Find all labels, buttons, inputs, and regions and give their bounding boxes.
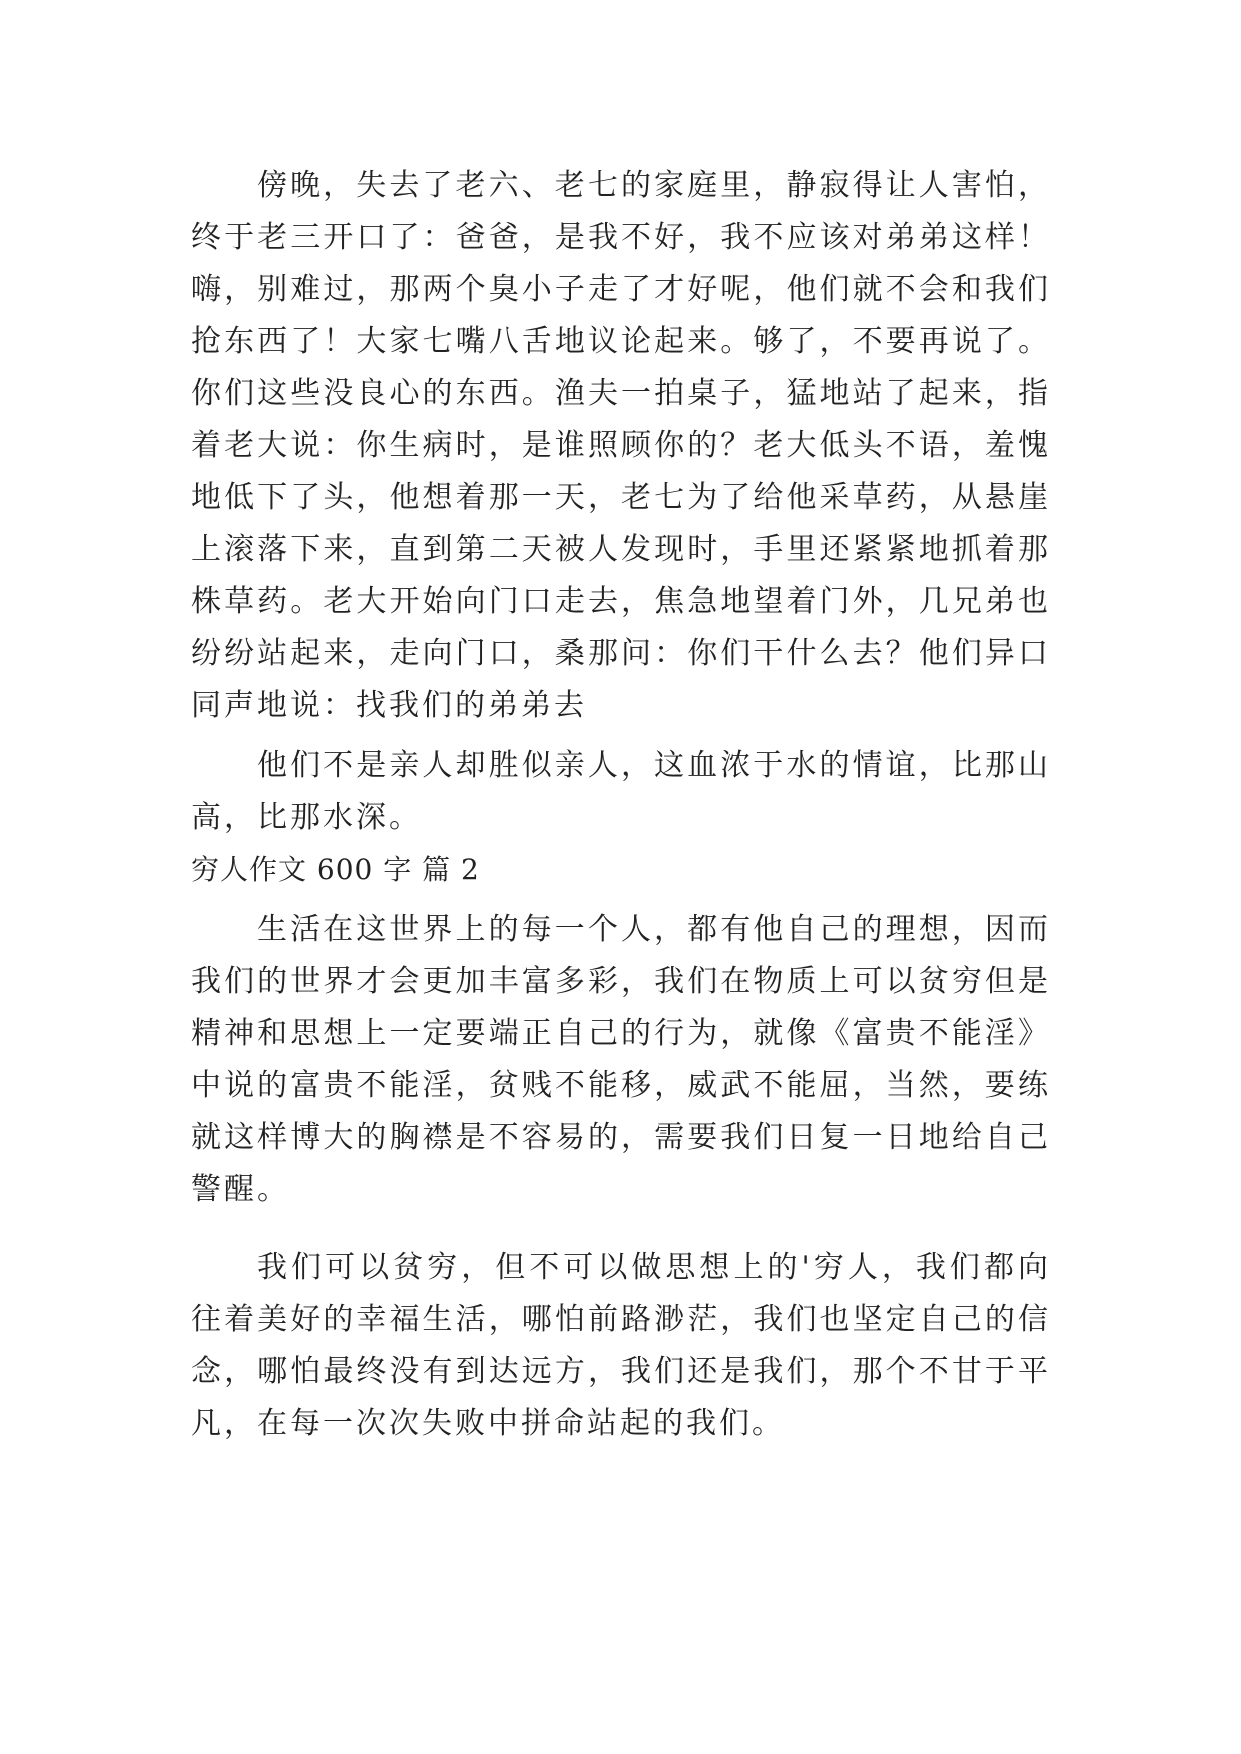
paragraph-ideals: 生活在这世界上的每一个人，都有他自己的理想，因而我们的世界才会更加丰富多彩，我们在物质上可以贫穷但是精神和思想上一定要端正自己的行为，就像《富贵不能淫》中说的富贵不能淫，贫贱不能移，威武不能屈，当然，要练就这样博大的胸襟是不容易的，需要我们日复一日地给自己警醒。 [191, 912, 1051, 1207]
section-heading: 穷人作文 600 字 篇 2 [191, 853, 480, 886]
paragraph-poor-in-spirit: 我们可以贫穷，但不可以做思想上的'穷人，我们都向往着美好的幸福生活，哪怕前路渺茫，我们也坚定自己的信念，哪怕最终没有到达远方，我们还是我们，那个不甘于平凡，在每一次次失败中拼命站起的我们。 [191, 1250, 1051, 1441]
paragraph-evening-scene: 傍晚，失去了老六、老七的家庭里，静寂得让人害怕，终于老三开口了：爸爸，是我不好，我不应该对弟弟这样！嗨，别难过，那两个臭小子走了才好呢，他们就不会和我们抢东西了！大家七嘴八舌地议论起来。够了，不要再说了。你们这些没良心的东西。渔夫一拍桌子，猛地站了起来，指着老大说：你生病时，是谁照顾你的？老大低头不语，羞愧地低下了头，他想着那一天，老七为了给他采草药，从悬崖上滚落下来，直到第二天被人发现时，手里还紧紧地抓着那株草药。老大开始向门口走去，焦急地望着门外，几兄弟也纷纷站起来，走向门口，桑那问：你们干什么去？他们异口同声地说：找我们的弟弟去 [191, 168, 1051, 723]
document-page [191, 160, 1051, 1450]
paragraph-brotherhood: 他们不是亲人却胜似亲人，这血浓于水的情谊，比那山高，比那水深。 [191, 748, 1051, 835]
